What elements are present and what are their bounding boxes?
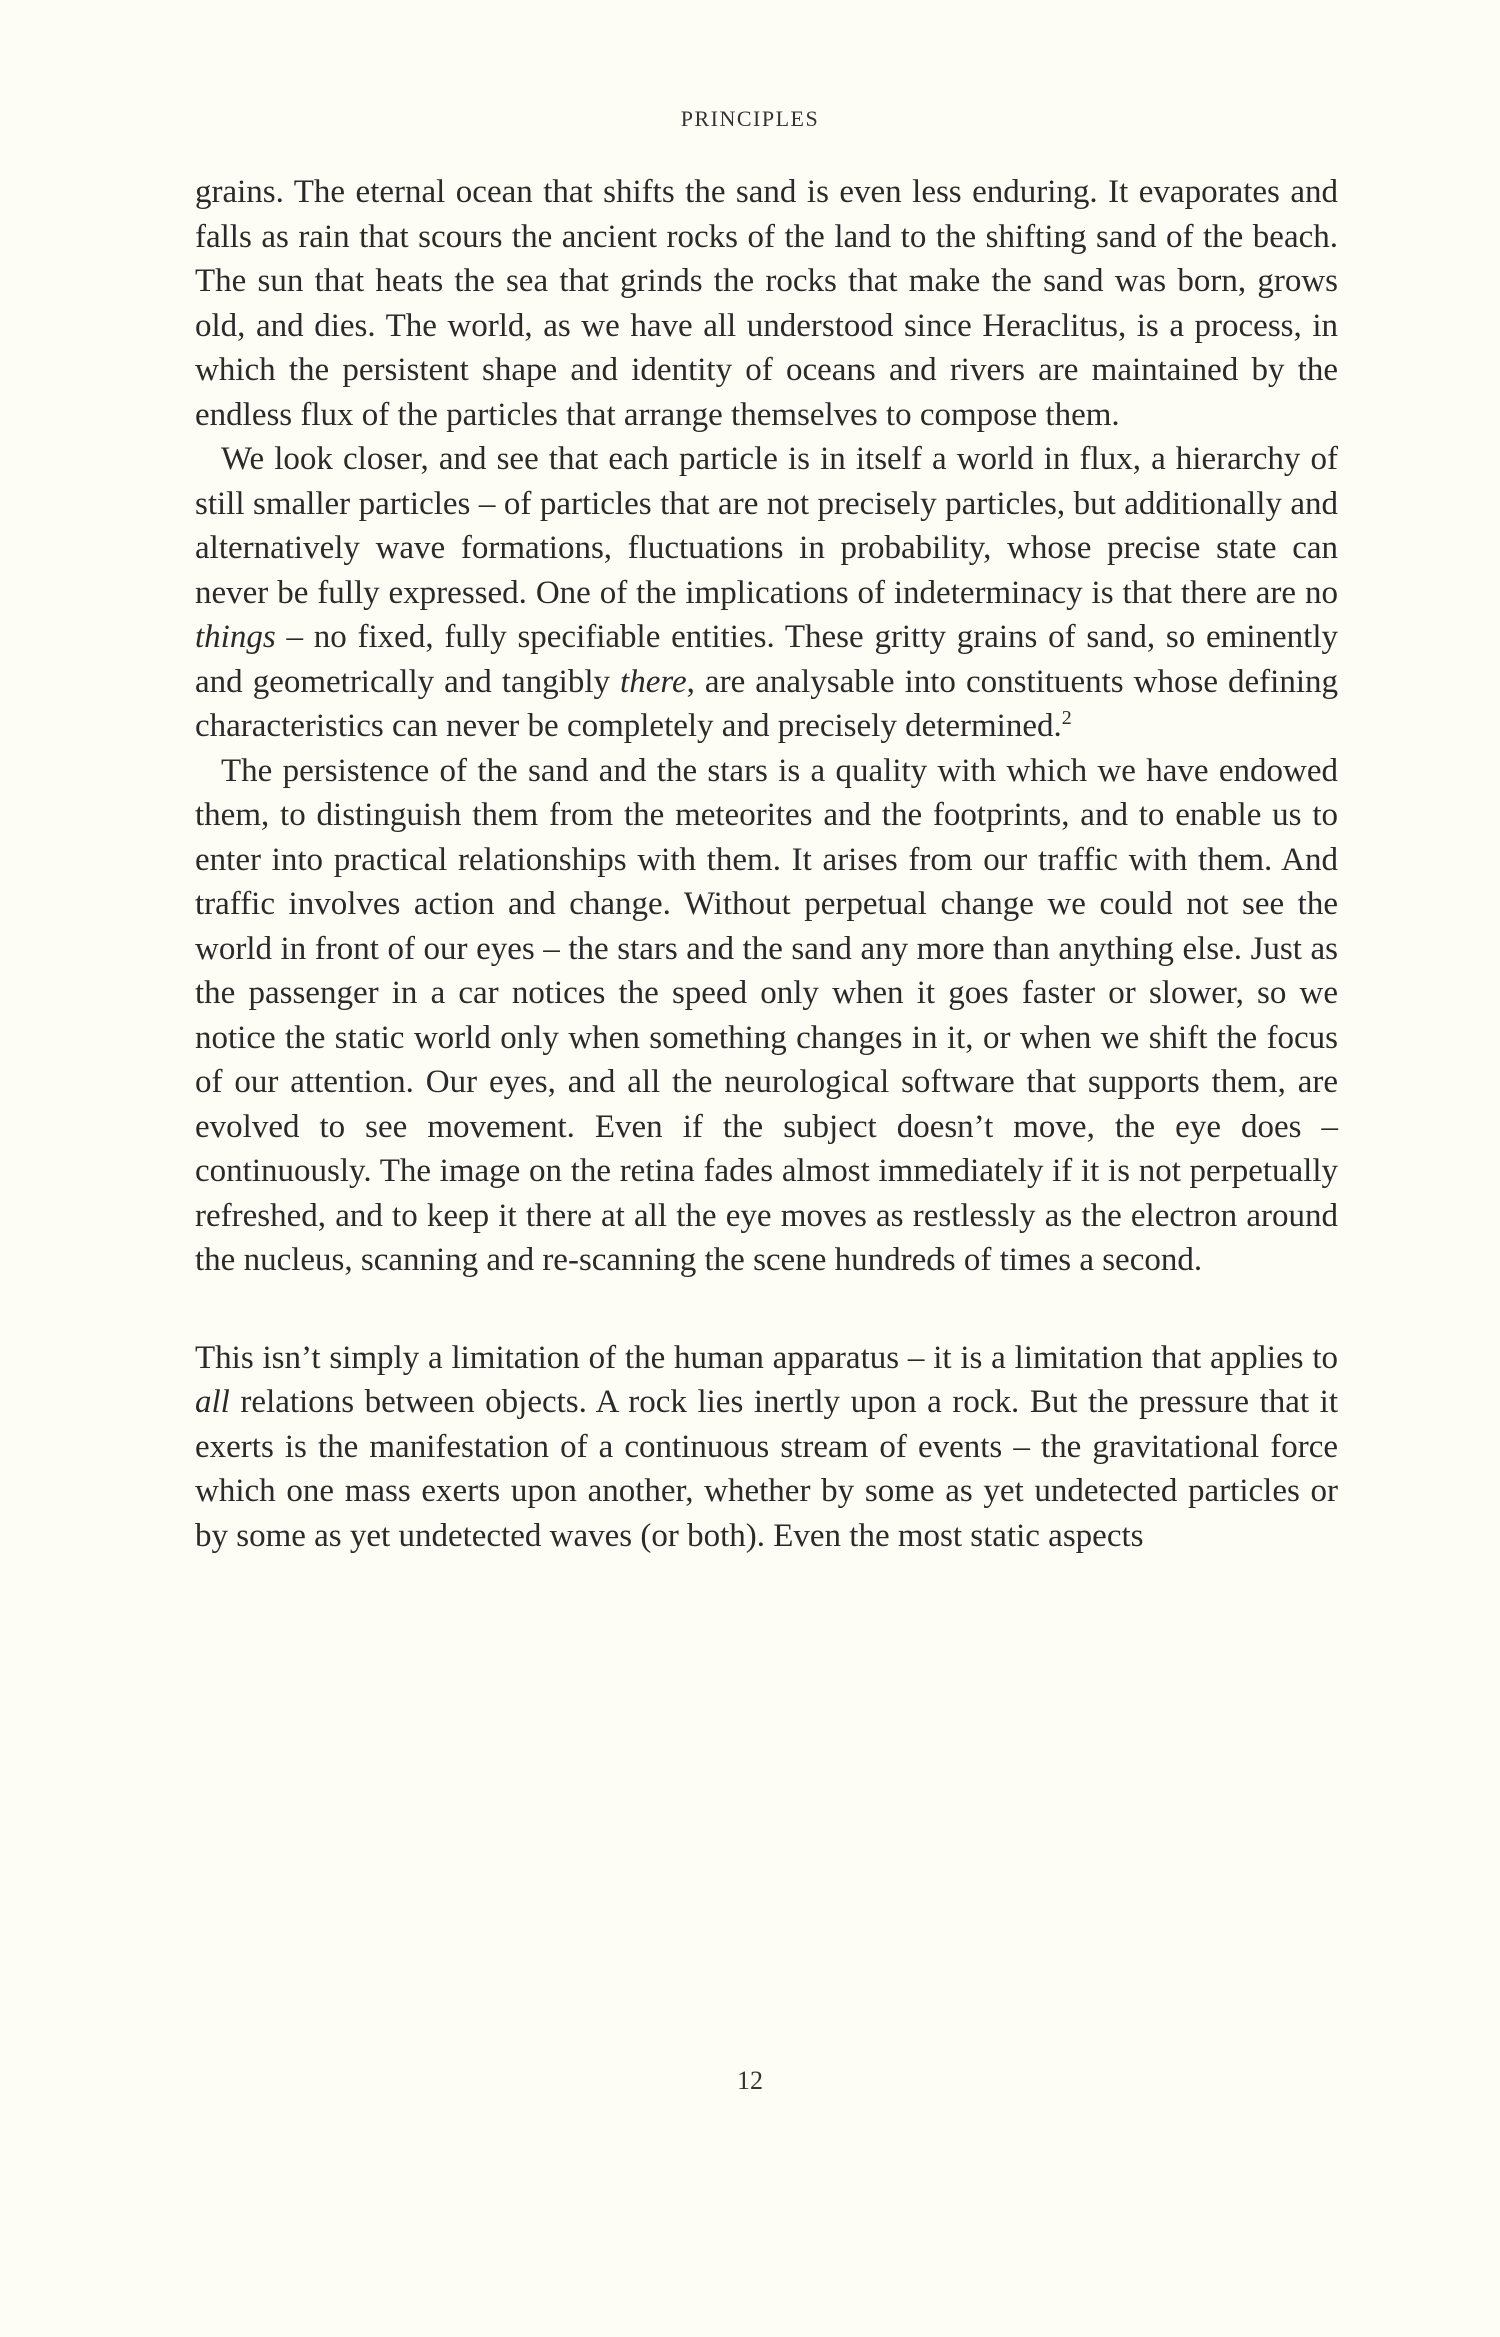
- paragraph-text: – no fixed, fully specifiable entities. These gritty grains of sand, so eminently and geometrically and tangibly: [195, 619, 1338, 700]
- emphasis-there: there: [620, 663, 687, 700]
- paragraph-3: [195, 749, 1338, 1283]
- paragraph-text: relations between objects. A rock lies inertly upon a rock. But the pressure that it exerts is the manifestation of a continuous stream of events – the gravitational force which one mass exerts upon another, whether by some as yet undetected particles or by some as yet undetected waves (or both). Even the most static aspects: [195, 1384, 1338, 1554]
- paragraph-text: , are analysable into constituents whose defining characteristics can never be completely and precisely determined.: [195, 663, 1338, 744]
- paragraph-4: [195, 1336, 1338, 1559]
- running-head: PRINCIPLES: [680, 106, 820, 131]
- footnote-marker[interactable]: 2: [1061, 707, 1072, 729]
- paragraph-text: The persistence of the sand and the stars is a quality with which we have endowed them, to distinguish them from the meteorites and the footprints, and to enable us to enter into practical relationships with them. It arises from our traffic with them. And traffic involves action and change. Without perpetual change we could not see the world in front of our eyes – the stars and the sand any more than anything else. Just as the passenger in a car notices the speed only when it goes faster or slower, so we notice the static world only when something changes in it, or when we shift the focus of our attention. Our eyes, and all the neurological software that supports them, are evolved to see movement. Even if the subject doesn’t move, the eye does – continuously. The image on the retina fades almost immediately if it is not perpetually refreshed, and to keep it there at all the eye moves as restlessly as the electron around the nucleus, scanning and re-scanning the scene hundreds of times a second.: [195, 752, 1338, 1278]
- paragraph-1: [195, 170, 1338, 437]
- emphasis-things: things: [195, 619, 276, 655]
- page-number: 12: [737, 2066, 763, 2095]
- paragraph-2: [195, 437, 1338, 749]
- body-text: [195, 170, 1338, 1558]
- paragraph-text: This isn’t simply a limitation of the human apparatus – it is a limitation that applies to: [195, 1339, 1338, 1376]
- emphasis-all: all: [195, 1384, 230, 1420]
- paragraph-text: grains. The eternal ocean that shifts the sand is even less enduring. It evaporates and falls as rain that scours the ancient rocks of the land to the shifting sand of the beach. The sun that heats the sea that grinds the rocks that make the sand was born, grows old, and dies. The world, as we have all understood since Heraclitus, is a process, in which the persistent shape and identity of oceans and rivers are maintained by the endless flux of the particles that arrange themselves to compose them.: [195, 174, 1338, 433]
- paragraph-text: We look closer, and see that each particle is in itself a world in flux, a hierarchy of still smaller particles – of particles that are not precisely particles, but additionally and alternatively wave formations, fluctuations in probability, whose precise state can never be fully expressed. One of the implications of indeterminacy is that there are no: [195, 441, 1338, 611]
